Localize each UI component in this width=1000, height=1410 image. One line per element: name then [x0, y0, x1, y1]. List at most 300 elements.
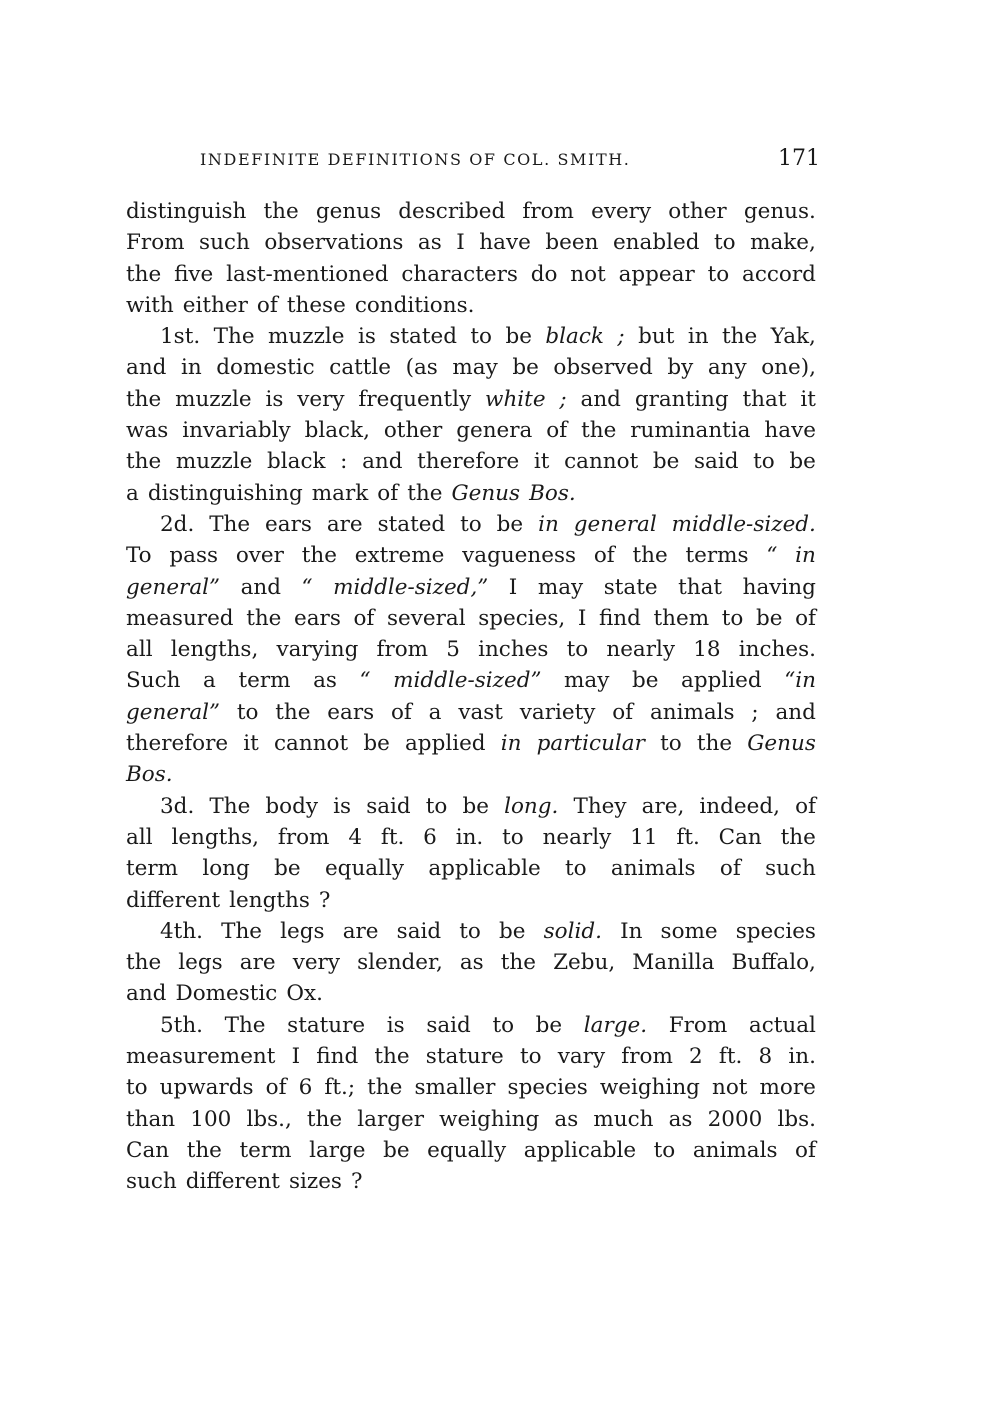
- italic-word: long.: [504, 793, 559, 819]
- italic-word: large.: [583, 1012, 648, 1038]
- word: a: [126, 480, 139, 506]
- word: smaller: [414, 1075, 496, 1101]
- text-line: [126, 822, 816, 853]
- word: weighing: [599, 1075, 700, 1101]
- word: ?: [350, 1169, 363, 1195]
- word: equally: [324, 856, 405, 882]
- word: 6: [298, 1075, 313, 1101]
- word: the: [246, 605, 282, 631]
- word: accord: [742, 261, 816, 287]
- word: to: [660, 731, 682, 757]
- word: the: [301, 543, 337, 569]
- body-text: [126, 196, 816, 1198]
- word: be: [505, 324, 532, 350]
- word: are,: [641, 793, 685, 819]
- word: last-mentioned: [226, 261, 389, 287]
- word: be: [274, 856, 301, 882]
- word: them: [653, 605, 710, 631]
- word: described: [398, 199, 506, 224]
- italic-word: Genus: [747, 731, 816, 757]
- word: do: [530, 261, 558, 287]
- word: The: [224, 1012, 266, 1038]
- word: ?: [318, 887, 331, 913]
- word: Yak,: [770, 324, 816, 350]
- word: :: [340, 449, 348, 475]
- word: ears: [294, 605, 341, 631]
- word: legs: [280, 918, 325, 944]
- text-line: [126, 728, 816, 759]
- text-line: [126, 509, 816, 540]
- word: actual: [748, 1012, 816, 1038]
- word: to: [519, 1044, 542, 1070]
- word: to: [502, 824, 524, 850]
- word: to: [460, 511, 482, 537]
- word: nearly: [606, 637, 676, 663]
- word: sizes: [288, 1169, 342, 1195]
- word: Domestic: [175, 981, 278, 1007]
- word: to: [565, 856, 587, 882]
- word: equally: [427, 1137, 507, 1163]
- word: ears: [265, 511, 312, 537]
- word: mark: [311, 480, 369, 506]
- word: such: [126, 1169, 177, 1195]
- word: inches: [478, 637, 549, 663]
- word: 18: [693, 637, 721, 663]
- word: in.: [788, 1044, 816, 1070]
- word: ears: [327, 699, 375, 725]
- word: muzzle: [268, 324, 345, 350]
- word: not: [712, 1075, 748, 1101]
- text-line: [126, 1135, 816, 1166]
- word: applied: [681, 668, 762, 694]
- word: indeed,: [699, 793, 780, 819]
- word: of: [265, 1075, 287, 1101]
- text-line: [126, 321, 816, 352]
- word: animals: [610, 856, 696, 882]
- word: observations: [264, 230, 404, 256]
- italic-word: “: [359, 668, 371, 694]
- word: frequently: [358, 386, 472, 412]
- text-line: [126, 1072, 816, 1103]
- word: as: [554, 1106, 579, 1132]
- word: of: [795, 1137, 816, 1163]
- word: the: [186, 1137, 222, 1163]
- word: that: [678, 574, 723, 600]
- word: it: [533, 449, 550, 475]
- word: lengths,: [170, 637, 259, 663]
- text-line: [126, 1166, 816, 1197]
- word: as: [668, 1106, 693, 1132]
- word: been: [545, 230, 599, 256]
- word: be: [535, 1012, 563, 1038]
- word: vagueness: [462, 543, 577, 569]
- word: of: [390, 699, 412, 725]
- word: the: [263, 199, 299, 224]
- word: 100: [190, 1106, 232, 1132]
- word: Can: [718, 824, 762, 850]
- text-line: [126, 697, 816, 728]
- word: larger: [357, 1106, 425, 1132]
- word: as: [313, 668, 337, 694]
- word: extreme: [354, 543, 445, 569]
- word: The: [213, 324, 255, 350]
- word: than: [126, 1106, 176, 1132]
- italic-word: middle-sized”: [393, 668, 542, 694]
- word: applied: [404, 731, 486, 757]
- page-number: 171: [778, 146, 820, 171]
- word: applicable: [428, 856, 541, 882]
- word: different: [185, 1169, 280, 1195]
- word: over: [235, 543, 284, 569]
- word: it: [800, 386, 816, 412]
- word: may: [537, 574, 584, 600]
- italic-word: general”: [126, 699, 221, 725]
- word: Can: [126, 1137, 170, 1163]
- word: to: [492, 1012, 515, 1038]
- word: observed: [553, 355, 653, 381]
- word: species: [735, 918, 816, 944]
- word: the: [126, 261, 162, 287]
- word: I: [508, 574, 518, 600]
- text-line: [126, 634, 816, 665]
- word: to: [425, 793, 448, 819]
- italic-word: “: [301, 574, 313, 600]
- word: some: [660, 918, 718, 944]
- word: invariably: [182, 418, 291, 444]
- word: to: [236, 699, 259, 725]
- text-line: [126, 352, 816, 383]
- text-line: [126, 572, 816, 603]
- word: measurement: [126, 1044, 276, 1070]
- word: the: [374, 1044, 410, 1070]
- italic-word: black: [545, 324, 604, 350]
- text-line: [126, 259, 816, 290]
- word: lbs.: [777, 1106, 816, 1132]
- word: applicable: [523, 1137, 637, 1163]
- italic-word: general”: [126, 574, 221, 600]
- word: genera: [456, 418, 533, 444]
- italic-word: Genus: [451, 480, 521, 506]
- word: stature: [425, 1044, 504, 1070]
- word: be: [652, 449, 680, 475]
- word: Buffalo,: [731, 950, 816, 976]
- word: body: [265, 793, 319, 819]
- word: muzzle: [175, 386, 252, 412]
- word: by: [667, 355, 694, 381]
- word: of: [593, 543, 615, 569]
- word: be: [499, 918, 526, 944]
- italic-word: general: [573, 511, 657, 537]
- italic-word: particular: [536, 731, 645, 757]
- word: and: [580, 386, 621, 412]
- word: the: [306, 1106, 343, 1132]
- word: said: [366, 793, 411, 819]
- word: is: [265, 386, 284, 412]
- word: as: [417, 230, 442, 256]
- word: any: [707, 355, 747, 381]
- word: much: [593, 1106, 654, 1132]
- italic-word: in: [795, 543, 816, 569]
- word: upwards: [159, 1075, 254, 1101]
- word: vary: [557, 1044, 606, 1070]
- text-line: [126, 1104, 816, 1135]
- word: ruminantia: [630, 418, 751, 444]
- word: that: [742, 386, 787, 412]
- word: ft.;: [324, 1075, 356, 1101]
- word: as: [459, 950, 484, 976]
- word: pass: [169, 543, 219, 569]
- word: state: [603, 574, 658, 600]
- word: from: [621, 1044, 673, 1070]
- text-line: [126, 1041, 816, 1072]
- word: a: [428, 699, 442, 725]
- word: be: [789, 449, 816, 475]
- word: distinguishing: [147, 480, 303, 506]
- word: to: [459, 918, 481, 944]
- word: stature: [287, 1012, 366, 1038]
- word: very: [297, 386, 345, 412]
- word: legs: [178, 950, 223, 976]
- word: are: [326, 511, 363, 537]
- text-line: [126, 446, 816, 477]
- word: to: [753, 449, 775, 475]
- word: animals: [692, 1137, 778, 1163]
- word: long: [202, 856, 250, 882]
- word: and: [362, 449, 403, 475]
- word: (as: [405, 355, 438, 381]
- word: large: [309, 1137, 366, 1163]
- word: lengths: [229, 887, 310, 913]
- word: inches.: [738, 637, 816, 663]
- word: be: [462, 793, 489, 819]
- text-line: [126, 947, 816, 978]
- word: Ox.: [286, 981, 323, 1007]
- italic-word: Bos.: [529, 480, 576, 506]
- word: in: [687, 324, 709, 350]
- word: the: [581, 418, 617, 444]
- word: the: [126, 386, 162, 412]
- word: the: [407, 480, 443, 506]
- word: not: [570, 261, 606, 287]
- word: They: [573, 793, 627, 819]
- word: 1st.: [160, 324, 201, 350]
- italic-word: middle-sized,”: [333, 574, 489, 600]
- italic-word: ;: [559, 386, 567, 412]
- word: more: [759, 1075, 816, 1101]
- word: to: [126, 1075, 148, 1101]
- word: term: [239, 1137, 292, 1163]
- word: ;: [751, 699, 759, 725]
- word: term: [238, 668, 291, 694]
- word: stated: [389, 324, 457, 350]
- text-line: [126, 196, 816, 227]
- word: conditions.: [354, 292, 475, 318]
- word: is: [386, 1012, 405, 1038]
- word: ft.: [380, 824, 405, 850]
- word: terms: [685, 543, 749, 569]
- word: all: [126, 824, 153, 850]
- word: have: [764, 418, 816, 444]
- word: find: [598, 605, 641, 631]
- word: varying: [276, 637, 359, 663]
- word: very: [292, 950, 340, 976]
- word: 6: [423, 824, 437, 850]
- text-line: [126, 759, 816, 790]
- word: but: [638, 324, 675, 350]
- word: and: [126, 981, 167, 1007]
- word: species,: [478, 605, 566, 631]
- word: to: [653, 1137, 676, 1163]
- word: one),: [761, 355, 816, 381]
- word: the: [780, 824, 816, 850]
- word: 2000: [707, 1106, 763, 1132]
- word: muzzle: [175, 449, 253, 475]
- text-line: [126, 665, 816, 696]
- word: 4: [348, 824, 362, 850]
- text-line: [126, 227, 816, 258]
- word: From: [126, 230, 185, 256]
- word: ft.: [718, 1044, 743, 1070]
- word: having: [742, 574, 816, 600]
- word: ft.: [676, 824, 700, 850]
- word: cannot: [274, 731, 349, 757]
- word: to: [721, 605, 744, 631]
- word: cannot: [564, 449, 639, 475]
- word: of: [377, 480, 399, 506]
- word: cattle: [329, 355, 392, 381]
- page-header: [200, 146, 820, 176]
- word: of: [612, 699, 634, 725]
- text-line: [126, 916, 816, 947]
- word: I: [577, 605, 587, 631]
- word: in.: [455, 824, 484, 850]
- word: The: [221, 918, 263, 944]
- word: and: [126, 355, 167, 381]
- text-line: [126, 415, 816, 446]
- word: lbs.,: [246, 1106, 292, 1132]
- word: characters: [401, 261, 518, 287]
- word: therefore: [417, 449, 520, 475]
- word: is: [333, 793, 352, 819]
- word: the: [500, 950, 537, 976]
- word: may: [564, 668, 610, 694]
- word: all: [126, 637, 153, 663]
- word: such: [199, 230, 250, 256]
- word: is: [357, 324, 376, 350]
- word: the: [126, 449, 162, 475]
- word: black,: [304, 418, 370, 444]
- word: to: [566, 637, 589, 663]
- word: 8: [758, 1044, 773, 1070]
- word: In: [620, 918, 643, 944]
- word: several: [387, 605, 466, 631]
- word: in: [181, 355, 202, 381]
- italic-word: middle-sized.: [671, 511, 816, 537]
- word: be: [496, 511, 524, 537]
- italic-word: “: [766, 543, 778, 569]
- italic-word: white: [485, 386, 546, 412]
- word: was: [126, 418, 169, 444]
- word: other: [668, 199, 727, 224]
- word: 5: [446, 637, 460, 663]
- word: vast: [458, 699, 503, 725]
- word: make,: [750, 230, 816, 256]
- word: Such: [126, 668, 181, 694]
- word: five: [174, 261, 214, 287]
- word: with: [126, 292, 174, 318]
- word: said: [694, 449, 739, 475]
- word: other: [383, 418, 443, 444]
- word: 2: [689, 1044, 703, 1070]
- word: of: [795, 793, 816, 819]
- text-line: [126, 478, 816, 509]
- text-line: [126, 791, 816, 822]
- word: lengths,: [171, 824, 260, 850]
- word: are: [342, 918, 379, 944]
- word: be: [363, 731, 390, 757]
- italic-word: in: [500, 731, 522, 757]
- running-head: INDEFINITE DEFINITIONS OF COL. SMITH.: [200, 150, 631, 169]
- italic-word: solid.: [543, 918, 602, 944]
- word: measured: [126, 605, 234, 631]
- word: granting: [634, 386, 729, 412]
- word: 4th.: [160, 918, 203, 944]
- word: of: [719, 856, 741, 882]
- word: such: [765, 856, 816, 882]
- word: said: [426, 1012, 471, 1038]
- word: appear: [618, 261, 695, 287]
- word: be: [512, 355, 539, 381]
- word: term: [126, 856, 179, 882]
- text-line: [126, 540, 816, 571]
- word: be: [383, 1137, 410, 1163]
- word: and: [775, 699, 816, 725]
- word: the: [367, 1075, 403, 1101]
- word: to: [470, 324, 493, 350]
- word: have: [479, 230, 531, 256]
- word: species: [507, 1075, 588, 1101]
- word: variety: [519, 699, 596, 725]
- word: from: [522, 199, 574, 224]
- word: I: [456, 230, 465, 256]
- word: from: [277, 824, 330, 850]
- text-line: [126, 603, 816, 634]
- word: the: [696, 731, 733, 757]
- word: weighing: [439, 1106, 540, 1132]
- word: nearly: [542, 824, 612, 850]
- word: to: [707, 261, 730, 287]
- word: slender,: [357, 950, 443, 976]
- word: be: [755, 605, 783, 631]
- word: 11: [630, 824, 658, 850]
- word: 5th.: [160, 1012, 203, 1038]
- italic-word: ;: [617, 324, 625, 350]
- word: different: [126, 887, 221, 913]
- word: of: [256, 292, 278, 318]
- text-line: [126, 978, 816, 1009]
- word: domestic: [216, 355, 315, 381]
- italic-word: in: [538, 511, 559, 537]
- text-line: [126, 384, 816, 415]
- word: The: [209, 511, 251, 537]
- word: Manilla: [632, 950, 715, 976]
- word: and: [240, 574, 281, 600]
- word: may: [452, 355, 498, 381]
- italic-word: Bos.: [126, 762, 173, 788]
- word: From: [668, 1012, 728, 1038]
- word: of: [795, 605, 816, 631]
- word: from: [376, 637, 429, 663]
